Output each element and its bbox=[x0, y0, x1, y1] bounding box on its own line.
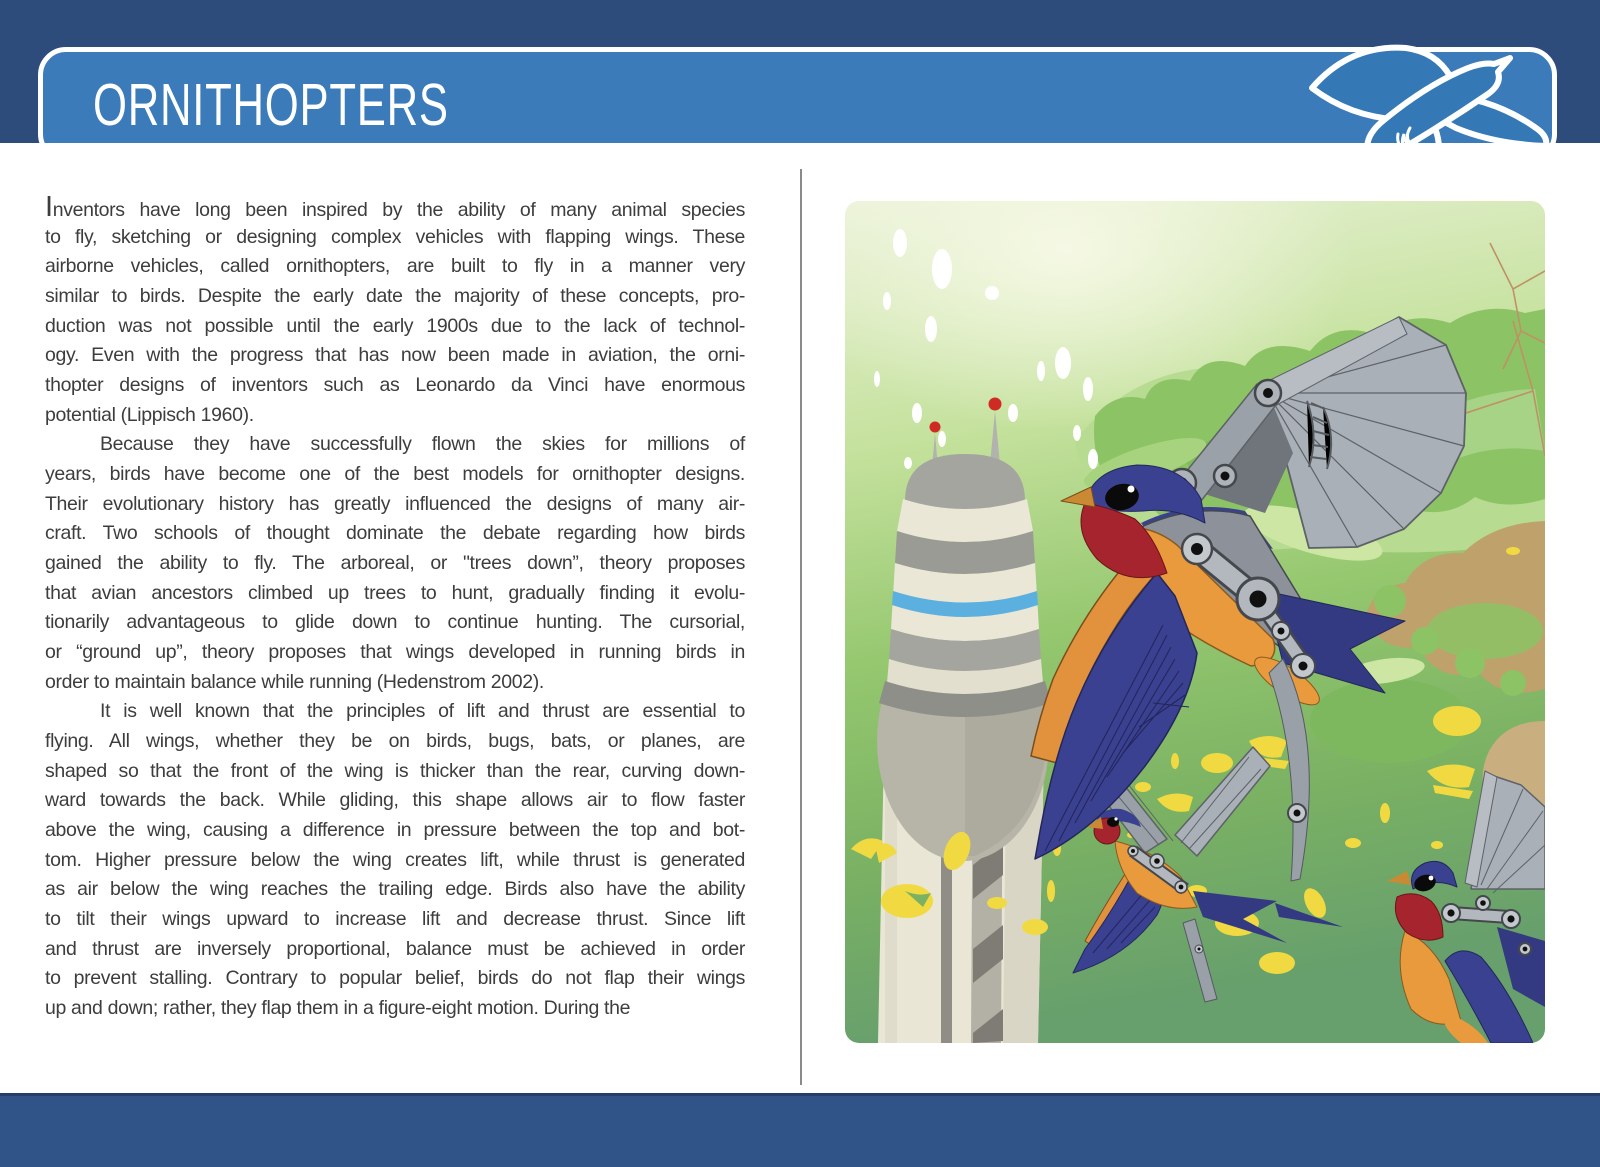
passage-line: order to maintain balance while running (Hedenstrom 2002). bbox=[45, 670, 544, 693]
passage-line: to fly, sketching or designing complex vehicles with flapping wings. These bbox=[45, 225, 745, 248]
passage-line: to prevent stalling. Contrary to popular belief, birds do not flap their wings bbox=[45, 967, 745, 990]
passage-line: similar to birds. Despite the early date the majority of these concepts, pro- bbox=[45, 285, 745, 308]
passage-line: Because they have successfully flown the skies for millions of bbox=[100, 433, 745, 456]
passage-line: Inventors have long been inspired by the ability of many animal species bbox=[45, 191, 745, 223]
passage-line: thopter designs of inventors such as Leonardo da Vinci have enormous bbox=[45, 374, 745, 397]
passage-column bbox=[45, 193, 745, 1024]
passage-line: up and down; rather, they flap them in a figure-eight motion. During the bbox=[45, 997, 631, 1020]
passage-line: Their evolutionary history has greatly influenced the designs of many air- bbox=[45, 492, 745, 515]
passage-line: and thrust are inversely proportional, balance must be achieved in order bbox=[45, 937, 745, 960]
passage-line: airborne vehicles, called ornithopters, are built to fly in a manner very bbox=[45, 255, 745, 278]
passage-line: potential (Lippisch 1960). bbox=[45, 403, 254, 426]
passage-line: ogy. Even with the progress that has now been made in aviation, the orni- bbox=[45, 344, 745, 367]
passage-line: ward towards the back. While gliding, this shape allows air to flow faster bbox=[45, 789, 745, 812]
passage-line: as air below the wing reaches the trailing edge. Birds also have the ability bbox=[45, 878, 745, 901]
passage-line: flying. All wings, whether they be on birds, bugs, bats, or planes, are bbox=[45, 730, 745, 753]
passage-line: It is well known that the principles of lift and thrust are essential to bbox=[100, 700, 745, 723]
illustration bbox=[845, 201, 1545, 1043]
passage-line: shaped so that the front of the wing is thicker than the rear, curving down- bbox=[45, 759, 745, 782]
passage-line: to tilt their wings upward to increase lift and decrease thrust. Since lift bbox=[45, 908, 745, 931]
drop-initial: I bbox=[45, 191, 53, 223]
page-title: ORNITHOPTERS bbox=[93, 71, 449, 138]
passage-line: or “ground up”, theory proposes that wings developed in running birds in bbox=[45, 641, 745, 664]
passage-line: above the wing, causing a difference in pressure between the top and bot- bbox=[45, 819, 745, 842]
passage-line: duction was not possible until the early 1900s due to the lack of technol- bbox=[45, 314, 745, 337]
passage-line: gained the ability to fly. The arboreal, or "trees down”, theory proposes bbox=[45, 552, 745, 575]
bottom-bar bbox=[0, 1093, 1600, 1167]
passage-line: tom. Higher pressure below the wing creates lift, while thrust is generated bbox=[45, 848, 745, 871]
column-divider bbox=[800, 169, 802, 1085]
passage-line: that avian ancestors climbed up trees to hunt, gradually finding it evolu- bbox=[45, 581, 745, 604]
passage-line: tionarily advantageous to glide down to continue hunting. The cursorial, bbox=[45, 611, 745, 634]
passage-line: years, birds have become one of the best models for ornithopter designs. bbox=[45, 463, 745, 486]
passage-line: craft. Two schools of thought dominate the debate regarding how birds bbox=[45, 522, 745, 545]
content-area bbox=[0, 143, 1600, 1093]
